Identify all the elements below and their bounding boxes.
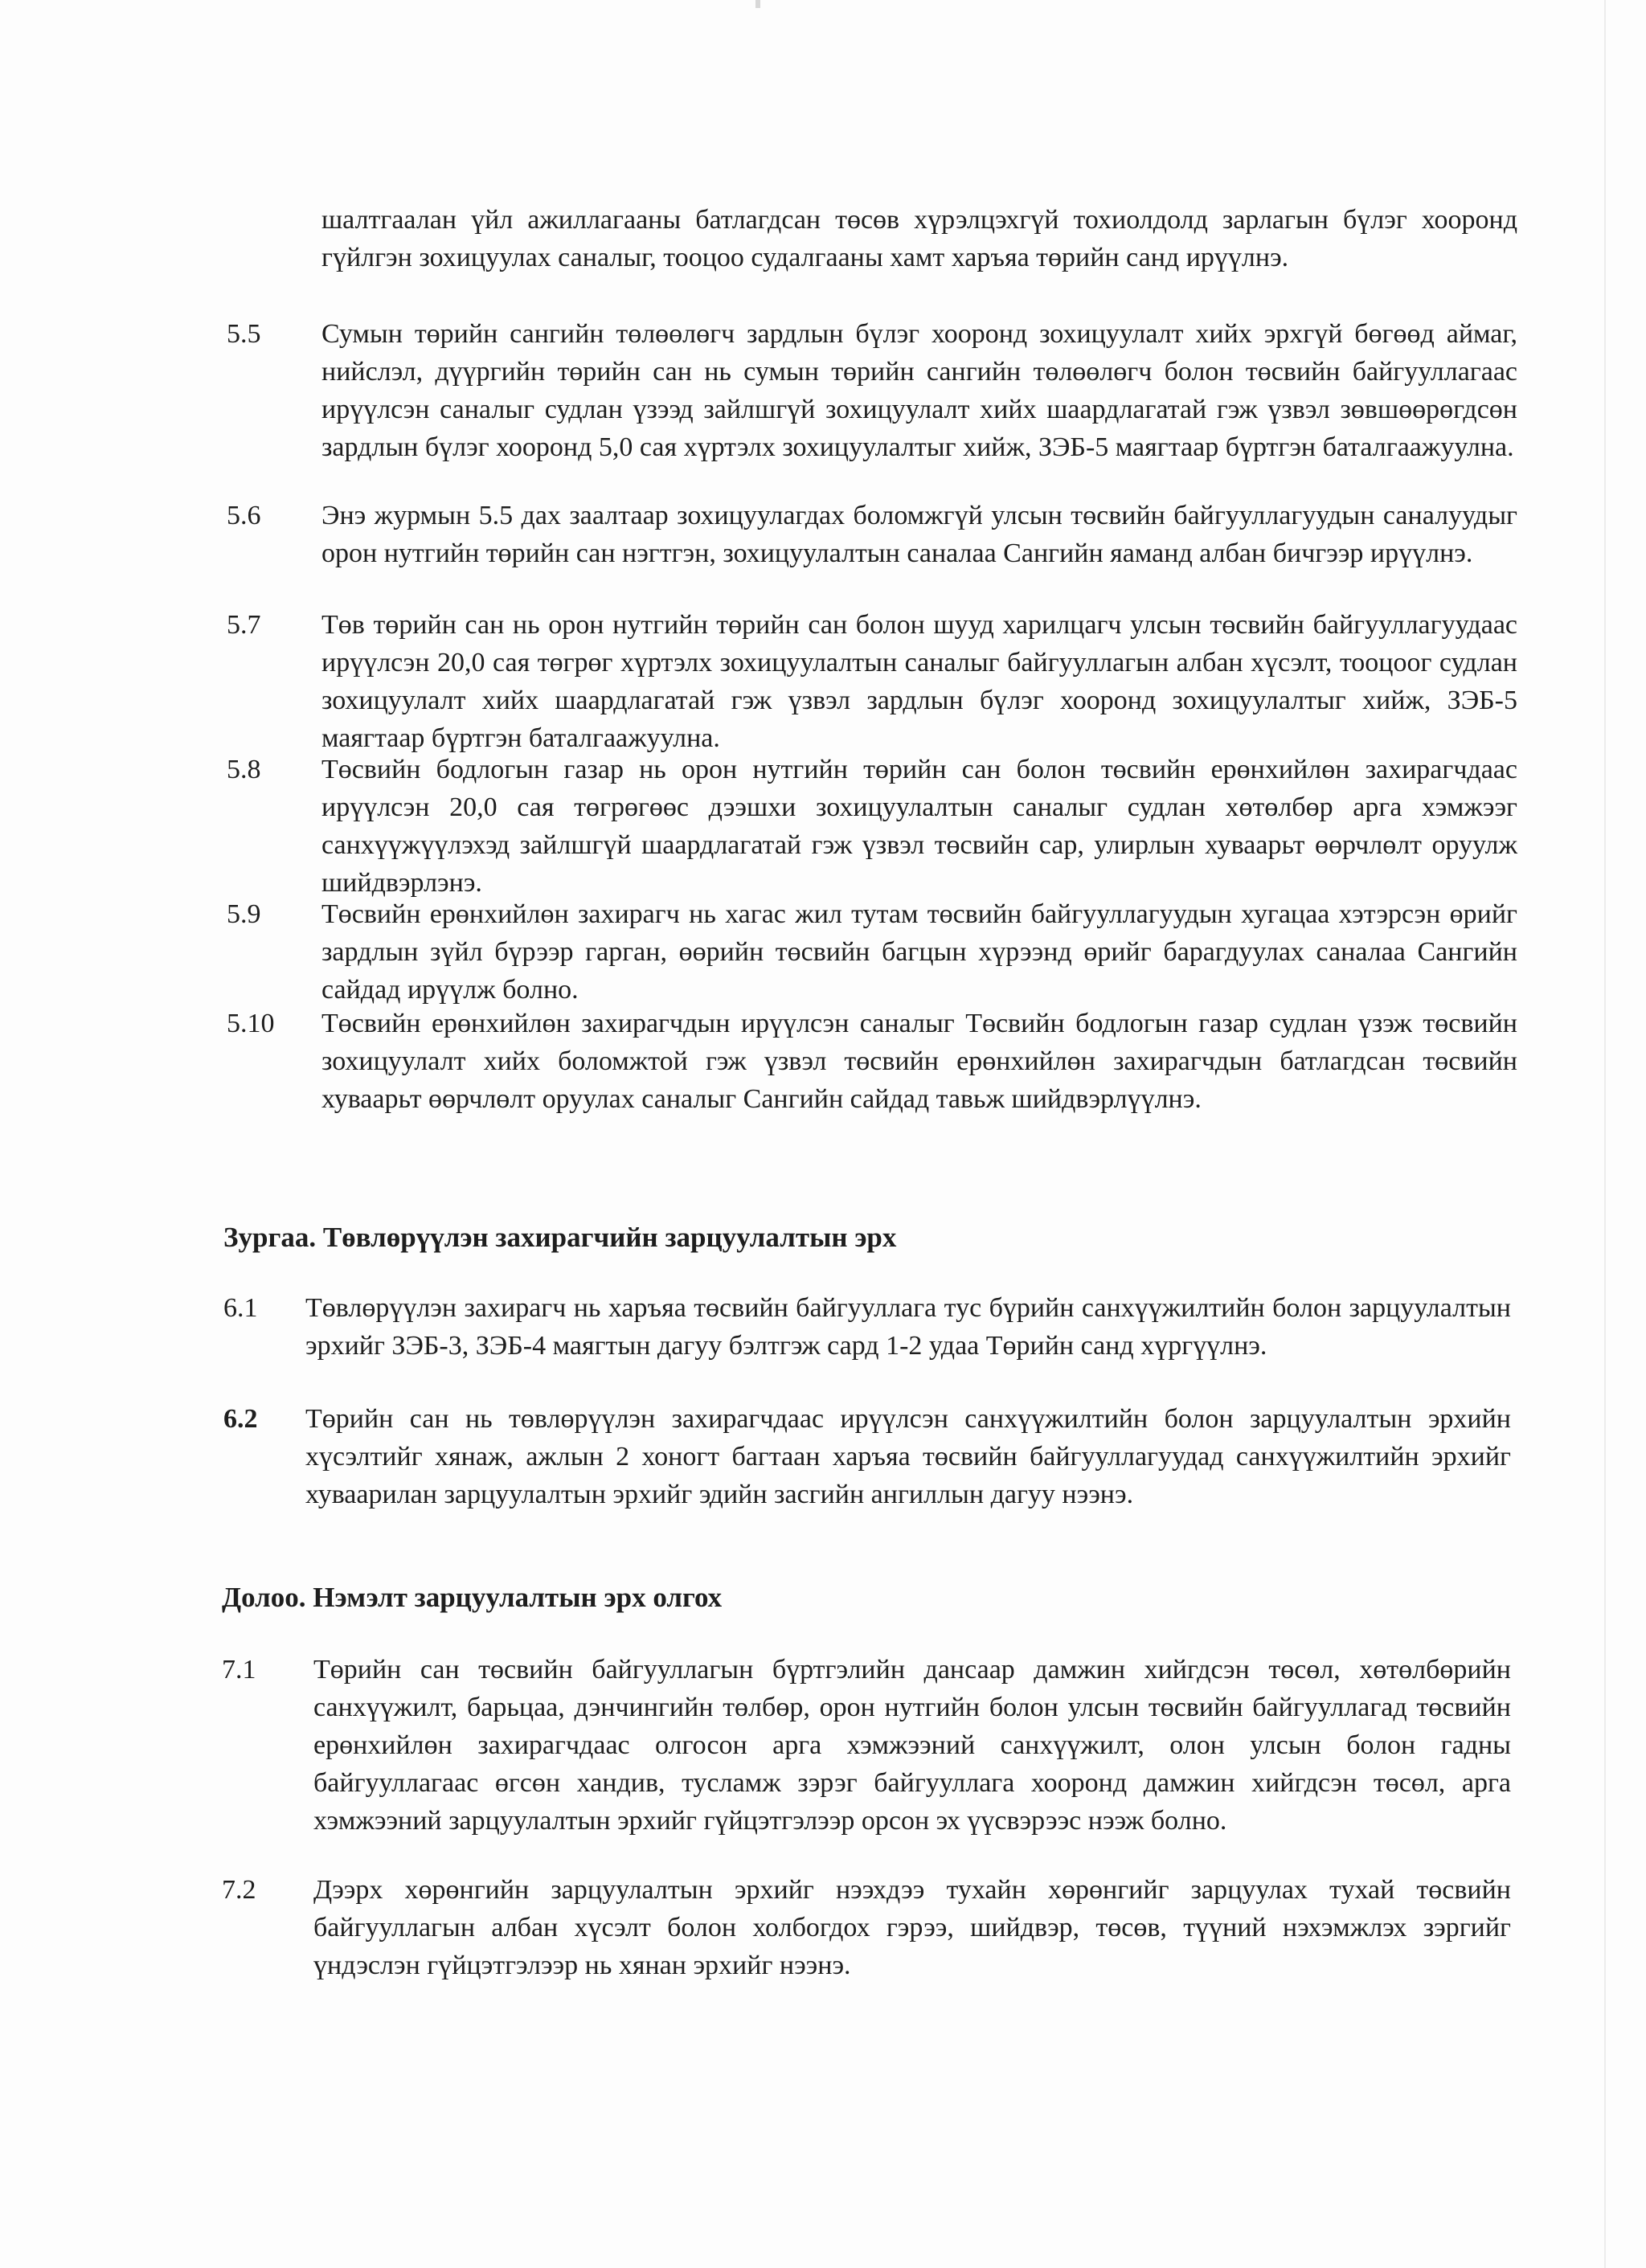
clause-text: Төвлөрүүлэн захирагч нь харъяа төсвийн байгууллага тус бүрийн санхүүжилтийн болон зарцуулалтын эрхийг ЗЭБ-3, ЗЭБ-4 маягтын дагуу бэлтгэж сард 1-2 удаа Төрийн санд хүргүүлнэ.	[305, 1293, 1511, 1361]
clause-text: Төсвийн ерөнхийлөн захирагчдын ирүүлсэн саналыг Төсвийн бодлогын газар судлан үзэж төсвийн зохицуулалт хийх боломжтой гэж үзвэл төсвийн ерөнхийлөн захирагчдын батлагдсан төсвийн хуваарьт өөрчлөлт оруулах саналыг Сангийн сайдад тавьж шийдвэрлүүлнэ.	[321, 1009, 1517, 1114]
clause-number: 6.2	[223, 1404, 258, 1434]
clause-number: 5.10	[227, 1009, 275, 1038]
clause-text: Төв төрийн сан нь орон нутгийн төрийн сан болон шууд харилцагч улсын төсвийн байгууллагуудаас ирүүлсэн 20,0 сая төгрөг хүртэлх зохицуулалтын саналыг байгууллагын албан хүсэлт, тооцоог судлан зохицуулалт хийх шаардлагатай гэж үзвэл зардлын бүлэг хооронд зохицуулалтыг хийж, ЗЭБ-5 маягтаар бүртгэн баталгаажуулна.	[321, 610, 1517, 753]
clause-6-1	[223, 1289, 1511, 1365]
clause-number: 5.5	[227, 319, 261, 349]
clause-number: 5.7	[227, 610, 261, 640]
clause-5-9	[227, 895, 1517, 1009]
clause-text: Төсвийн бодлогын газар нь орон нутгийн төрийн сан болон төсвийн ерөнхийлөн захирагчдаас ирүүлсэн 20,0 сая төгрөгөөс дээшхи зохицуулалтын саналыг судлан хөтөлбөр арга хэмжээг санхүүжүүлэхэд зайлшгүй шаардлагатай гэж үзвэл төсвийн сар, улирлын хуваарьт өөрчлөлт оруулж шийдвэрлэнэ.	[321, 755, 1517, 898]
continuation-paragraph: шалтгаалан үйл ажиллагааны батлагдсан төсөв хүрэлцэхгүй тохиолдолд зарлагын бүлэг хооронд гүйлгэн зохицуулах саналыг, тооцоо судалгааны хамт харъяа төрийн санд ирүүлнэ.	[321, 205, 1517, 272]
scan-top-mark	[755, 0, 760, 8]
clause-5-7	[227, 606, 1517, 757]
clause-text: Төсвийн ерөнхийлөн захирагч нь хагас жил тутам төсвийн байгууллагуудын хугацаа хэтэрсэн өрийг зардлын зүйл бүрээр гарган, өөрийн төсвийн багцын хүрээнд өрийг барагдуулах саналаа Сангийн сайдад ирүүлж болно.	[321, 899, 1517, 1005]
scan-edge-shadow	[1604, 0, 1606, 2268]
clause-number: 5.9	[227, 899, 261, 929]
clause-7-2	[222, 1871, 1511, 1984]
section-heading-7: Долоо. Нэмэлт зарцуулалтын эрх олгох	[222, 1582, 723, 1613]
clause-5-5	[227, 315, 1517, 466]
clause-text: Сумын төрийн сангийн төлөөлөгч зардлын бүлэг хооронд зохицуулалт хийх эрхгүй бөгөөд аймаг, нийслэл, дүүргийн төрийн сан нь сумын төрийн сангийн төлөөлөгч болон төсвийн байгууллагаас ирүүлсэн саналыг судлан үзээд зайлшгүй зохицуулалт хийх шаардлагатай гэж үзвэл зөвшөөрөгдсөн зардлын бүлэг хооронд 5,0 сая хүртэлх зохицуулалтыг хийж, ЗЭБ-5 маягтаар бүртгэн баталгаажуулна.	[321, 319, 1517, 462]
clause-number: 7.1	[222, 1655, 256, 1685]
clause-6-2	[223, 1400, 1511, 1513]
clause-number: 5.8	[227, 755, 261, 784]
clause-number: 7.2	[222, 1875, 256, 1905]
clause-text: Төрийн сан нь төвлөрүүлэн захирагчдаас ирүүлсэн санхүүжилтийн болон зарцуулалтын эрхийн хүсэлтийг хянаж, ажлын 2 хоногт багтаан харъяа төсвийн байгууллагуудад санхүүжилтийн эрхийг хуваарилан зарцуулалтын эрхийг эдийн засгийн ангиллын дагуу нээнэ.	[305, 1404, 1511, 1509]
clause-number: 6.1	[223, 1293, 258, 1323]
clause-text: Төрийн сан төсвийн байгууллагын бүртгэлийн дансаар дамжин хийгдсэн төсөл, хөтөлбөрийн санхүүжилт, барьцаа, дэнчингийн төлбөр, орон нутгийн болон улсын төсвийн байгууллагад төсвийн ерөнхийлөн захирагчдаас олгосон арга хэмжээний санхүүжилт, олон улсын болон гадны байгууллагаас өгсөн хандив, тусламж зэрэг байгууллага хооронд дамжин хийгдсэн төсөл, арга хэмжээний зарцуулалтын эрхийг гүйцэтгэлээр орсон эх үүсвэрээс нээж болно.	[313, 1655, 1511, 1836]
clause-5-10	[227, 1005, 1517, 1118]
clause-text: Энэ журмын 5.5 дах заалтаар зохицуулагдах боломжгүй улсын төсвийн байгууллагуудын саналуудыг орон нутгийн төрийн сан нэгтгэн, зохицуулалтын саналаа Сангийн яаманд албан бичгээр ирүүлнэ.	[321, 501, 1517, 568]
clause-5-8	[227, 751, 1517, 902]
clause-text: Дээрх хөрөнгийн зарцуулалтын эрхийг нээхдээ тухайн хөрөнгийг зарцуулах тухай төсвийн байгууллагын албан хүсэлт болон холбогдох гэрээ, шийдвэр, төсөв, түүний нэхэмжлэх зэргийг үндэслэн гүйцэтгэлээр нь хянан эрхийг нээнэ.	[313, 1875, 1511, 1980]
clause-7-1	[222, 1651, 1511, 1840]
clause-number: 5.6	[227, 501, 261, 530]
clause-5-6	[227, 497, 1517, 572]
section-heading-6: Зургаа. Төвлөрүүлэн захирагчийн зарцуулалтын эрх	[223, 1222, 897, 1253]
